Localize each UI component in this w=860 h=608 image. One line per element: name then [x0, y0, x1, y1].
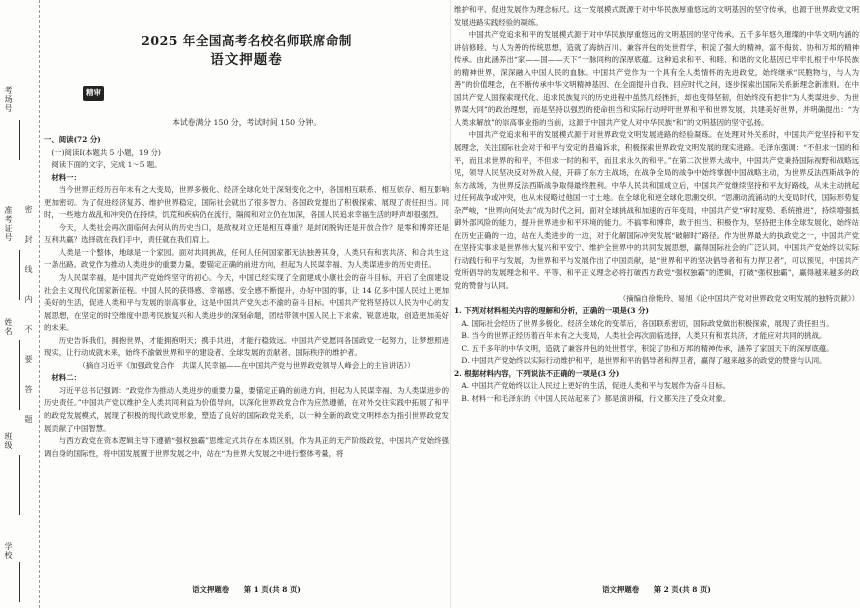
material-label: 材料二：: [51, 373, 81, 383]
class-label: 班级: [4, 432, 13, 450]
question-2: 2. 根据材料内容，下列说法不正确的一项是(3 分): [454, 368, 620, 378]
paragraph: 今天，人类社会再次面临何去何从的历史当口，是敌视对立还是相互尊重？是封闭脱钩还是开放合作？是零和博弈还是互利共赢？选择就在我们手中，责任就在我们肩上。: [44, 222, 449, 245]
source-citation: （摘编自徐艳玲、易旭《论中国共产党对世界政党文明发展的独特贡献》）: [618, 293, 859, 303]
page-footer: [44, 584, 449, 597]
question-1-option-d: D. 中国共产党始终以实际行动维护和平，是世界和平的倡导者和捍卫者，赢得了越来越多的政党的赞誉与认同。: [461, 356, 827, 366]
paragraph: 历史告诉我们，拥抱世界，才能拥抱明天；携手共进，才能行稳致远。中国共产党愿同各国政党一起努力，让梦想照进现实，让行动成就未来，始终不渝做世界和平的建设者、全球发展的贡献者、国际秩序的维护者。: [44, 335, 449, 358]
seal-char: 不: [24, 325, 33, 333]
paragraph: 人类是一个整体，地球是一个家园。面对共同挑战，任何人任何国家都无法独善其身，人类只有和衷共济、和合共生这一条出路。政党作为推动人类进步的重要力量，要锚定正确的前进方向，担起为人民谋幸福、为人类谋进步的历史责任。: [44, 247, 449, 270]
name-line: [19, 340, 20, 410]
right-column: [454, 0, 859, 608]
footer-exam-name: 语文押题卷: [192, 585, 230, 594]
question-1: 1. 下列对材料相关内容的理解和分析，正确的一项是(3 分): [454, 306, 649, 316]
binding-strip: [0, 0, 40, 608]
paragraph: 中国共产党追求和平的发展模式源于对世界政党文明发展进路的经验凝练。在处理对外关系时，中国共产党坚持和平发展理念，关注国际社会对于和平与安定的普遍诉求，积极探索世界政党文明发展的现实进路。毛泽东强调：“不但求一国的和平，而且求世界的和平，不但求一时的和平，而且求永久的和平。”在第二次世界大战中，中国共产党秉持国际视野和战略远见，领导人民坚决反对外敌入侵，开辟了东方主战场，在战争全局的战争中始终掌握中国战略主动，为世界反法西斯战争的东方战场，为世界反法西斯战争取得最终胜利。中华人民共和国成立后，中国共产党继续坚持和平友好路线，从未主动挑起过任何战争或冲突，也从未侵略过他国一寸土地。在全球化和逆全球化思潮交织、“思潮动流涌动的大变局时代，国际形势复杂严峻，“世界向何处去”成为时代之问。面对全球挑战和加速的百年变局，中国共产党“审时度势、系统推进”，持续增强抵御外部风险的能力，提升世界进步和平环境的能力。不搞零和博弈，敢于担当、积极作为，坚持把主体全球发展化，始终站在历史正确的一边，站在人类进步的一边，对于化解国际冲突发展“破解时”路径。作为世界最大的执政党之一，中国共产党在坚持实事求是世界伟大复兴和平安宁、维护全世界中的共同发展思想，赢得国际社会的广泛认同。中国共产党始终以实际行动践行和平与发展，为世界和平与发展作出了中国贡献，是“世界和平的坚决倡导者和有力捍卫者”，可以预见，中国共产党所倡导的发展理念和平、平等、和平正义理念必将打破西方政党“强权独霸”的逻辑，打破“强权独霸”，赢得越来越多的政党的赞誉与认同。: [454, 130, 859, 291]
question-1-option-c: C. 五千多年的中华文明，造就了兼容并包的处世哲学，积淀了协和万邦的精神传承，涵养了家国天下的深厚底蕴。: [461, 343, 834, 353]
school-label: 学校: [4, 542, 13, 560]
admission-number-label: 准考证号: [4, 206, 13, 242]
paragraph: 习近平总书记强调：“政党作为推动人类进步的重要力量，要锚定正确的前进方向，担起为人民谋幸福、为人类谋进步的历史责任。”中国共产党以维护全人类共同利益为价值导向，以深化世界政党合作为应然遵循，在对外交往实践中拓展了和平的政党发展模式，展现了积极的现代政党形象，塑造了良好的国际政党关系，以一种全新的政党文明样态为指引世界政党发展贡献了中国智慧。: [44, 385, 449, 433]
page-footer: [454, 584, 859, 597]
seal-char: 题: [24, 415, 33, 423]
question-1-option-b: B. 当今的世界正经历着百年未有之大变局，人类社会再次面临选择，人类只有和衷共济，才能应对共同的挑战。: [461, 331, 827, 341]
seal-char: 线: [24, 265, 33, 273]
admission-number-line: [19, 250, 20, 300]
name-label: 姓名: [4, 318, 13, 336]
reading-continued: [454, 4, 859, 406]
review-stamp: 精审: [83, 86, 104, 101]
paragraph: 与西方政党在资本逻辑主导下遵循“强权独霸”思维定式共存在本质区别，作为具正的无产阶级政党，中国共产党始终强调自身的国际性，将中国发展置于世界发展之中，站在“为世界大发展之中进行整体考量，将: [44, 436, 449, 458]
source-citation: （摘自习近平《加强政党合作 共谋人民幸福——在中国共产党与世界政党领导人峰会上的主旨讲话》）: [78, 360, 415, 370]
material-label: 材料一：: [51, 172, 81, 182]
seal-char: 答: [24, 385, 33, 393]
reading-section: [44, 134, 449, 460]
question-2-option-a: A. 中国共产党始终以让人民过上更好的生活，促进人类和平与发展作为奋斗目标。: [461, 381, 731, 391]
class-line: [19, 455, 20, 515]
exam-room-label: 考场号: [4, 86, 13, 113]
question-1-option-a: A. 国际社会经历了世界多极化、经济全球化的变革后，各国联系密切，国际政党做出积极探索，展现了责任担当。: [461, 318, 834, 328]
school-line: [19, 562, 20, 602]
exam-room-line: [19, 120, 20, 160]
instruction-text: 阅读下面的文字，完成 1～5 题。: [51, 160, 162, 170]
part-heading: (一)阅读Ⅰ(本题共 5 小题，19 分): [51, 147, 161, 157]
footer-exam-name: 语文押题卷: [602, 585, 640, 594]
question-2-option-b: B. 材料一和毛泽东的《中国人民站起来了》都是演讲稿，行文都关注了受众对象。: [461, 393, 731, 403]
seal-char: 密: [24, 205, 33, 213]
paragraph: 当今世界正经历百年未有之大变局，世界多极化、经济全球化处于深刻变化之中，各国相互联系、相互依存、相互影响更加密切。为了促进经济复苏、维护世界稳定，国际社会就出了很多智力、各国政党提出了积极探索、展现了责任担当。同时，一些地方战乱和冲突仍在持续，饥荒和疾病仍在流行，隔阂和对立仍在加深，各国人民追求幸福生活的呼声却很强烈。: [44, 185, 449, 220]
section-heading: 一、阅读(72 分): [44, 135, 101, 144]
footer-page-number: 第 1 页(共 8 页): [243, 585, 301, 594]
exam-title: 语文押题卷: [210, 52, 283, 68]
seal-char: 内: [24, 295, 33, 303]
column-divider: [450, 0, 451, 608]
exam-info: 本试卷满分 150 分，考试时间 150 分钟。: [172, 118, 321, 127]
exam-series-title: 2025 年全国高考名校名师联席命制: [141, 33, 352, 48]
footer-page-number: 第 2 页(共 8 页): [653, 585, 711, 594]
paragraph: 中国共产党追求和平的发展模式源于对中华民族厚重悠远的文明基因的坚守传承。五千多年悠久璀璨的中华文明内涵的讲信修睦、与人为善的传统思想，造就了海纳百川、兼容并包的处世哲学，积淀了强大的精神，富不侮贫、协和万邦的精神传承。由此涵养出“家——国——天下”一脉同构的深厚底蕴。这种追求和平、和睦、和谐的文化基因已牢牢扎根于中华民族的精神世界，深深融入中国人民的血脉。中国共产党作为一个具有全人类情怀的先进政党，始终继承“民胞物与，与人为善”的价值理念，在不断传承中华文明精神基因、在全面提升自我、回应时代之问，逐步探索出国际关系新理念新准则。在中国共产党人国探索现代化、追求民族复兴的历史进程中虽然几经挫折，却也变得坚韧，但始终没有把非“为人类谋进步、为世界谋大同”的政治理想，而是坚持以强烈的使命担当和实际行动呼吁世界和平和世界发展，共建美好世界，并明确提出：“为人类求解放”的崇高事业指的当前，这源于中国共产党人对中华民族“和”的文明基因的坚守弘扬。: [454, 30, 859, 127]
paragraph: 为人民谋幸福，是中国共产党始终坚守的初心。今天，中国已经实现了全面建成小康社会的奋斗目标，开启了全面建设社会主义现代化国家新征程。中国人民的获得感、幸福感、安全感不断提升，办好中国的事，让 14 亿多中国人民过上更加美好的生活，促进人类和平与发展的崇高事业，这是中国共产党矢志不渝的奋斗目标。中国共产党将坚持以人民为中心的发展思想，在坚定的时空维度中思考民族复兴和人类进步的深刻命题，团结带领中国人民上下求索、锐意进取，创造更加美好的未来。: [44, 273, 449, 333]
left-column: [44, 0, 449, 608]
seal-char: 要: [24, 355, 33, 363]
seal-char: 封: [24, 235, 33, 243]
paragraph: 维护和平、促进发展作为理念标尺。这一发展模式既源于对中华民族厚重悠远的文明基因的坚守传承，也源于世界政党文明发展进路实践经验的凝练。: [454, 5, 859, 27]
